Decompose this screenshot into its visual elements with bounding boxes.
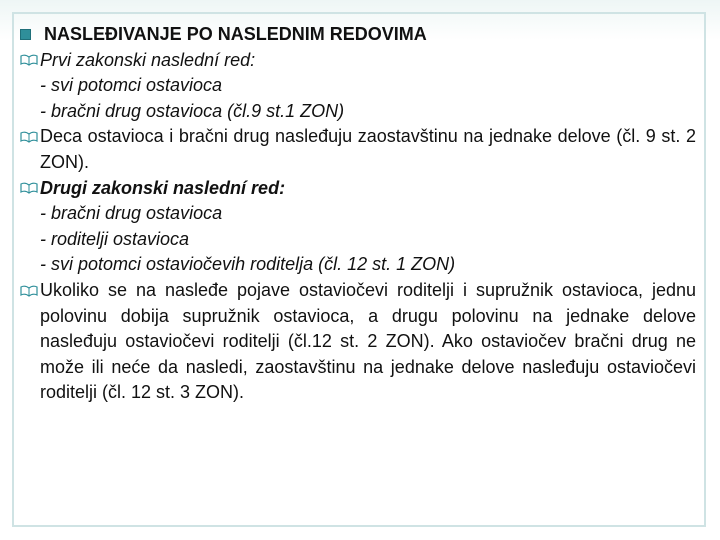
list-item-text: Deca ostavioca i bračni drug nasleđuju zaostavštinu na jednake delove (čl. 9 st. 2 ZON). <box>40 126 696 172</box>
open-book-bullet-icon <box>20 176 40 202</box>
sub-item: - bračni drug ostavioca <box>40 203 223 224</box>
list-item-text: Prvi zakonski naslední red: <box>40 49 256 70</box>
sub-item: - svi potomci ostaviočevih roditelja (čl. 12 st. 1 ZON) <box>40 254 456 275</box>
open-book-bullet-icon <box>20 278 40 304</box>
slide-heading <box>20 22 696 48</box>
open-book-bullet-icon <box>20 48 40 74</box>
square-bullet-icon <box>20 29 31 40</box>
sub-item: - bračni drug ostavioca (čl.9 st.1 ZON) <box>40 100 345 121</box>
list-item <box>20 48 696 74</box>
open-book-bullet-icon <box>20 124 40 150</box>
list-item <box>20 124 696 175</box>
slide-content <box>20 22 696 406</box>
slide-heading-text: NASLEĐIVANJE PO NASLEDNIM REDOVIMA <box>44 24 427 44</box>
list-item <box>20 278 696 406</box>
sub-item: - svi potomci ostavioca <box>40 75 223 96</box>
list-item-text: Drugi zakonski naslední red: <box>40 177 286 198</box>
list-item-text: Ukoliko se na nasleđe pojave ostaviočevi roditelji i supružnik ostavioca, jednu polovinu dobija supružnik ostavioca, a drugu polovinu na jednake delove nasleđuju ostaviočevi roditelji (čl.12 st. 2 ZON). Ako ostaviočev bračni drug ne može ili neće da nasledi, zaostavštinu na jednake delove nasleđuju ostaviočevi roditelji (čl. 12 st. 3 ZON). <box>40 279 696 403</box>
sub-item: - roditelji ostavioca <box>40 228 190 249</box>
list-item <box>20 176 696 202</box>
